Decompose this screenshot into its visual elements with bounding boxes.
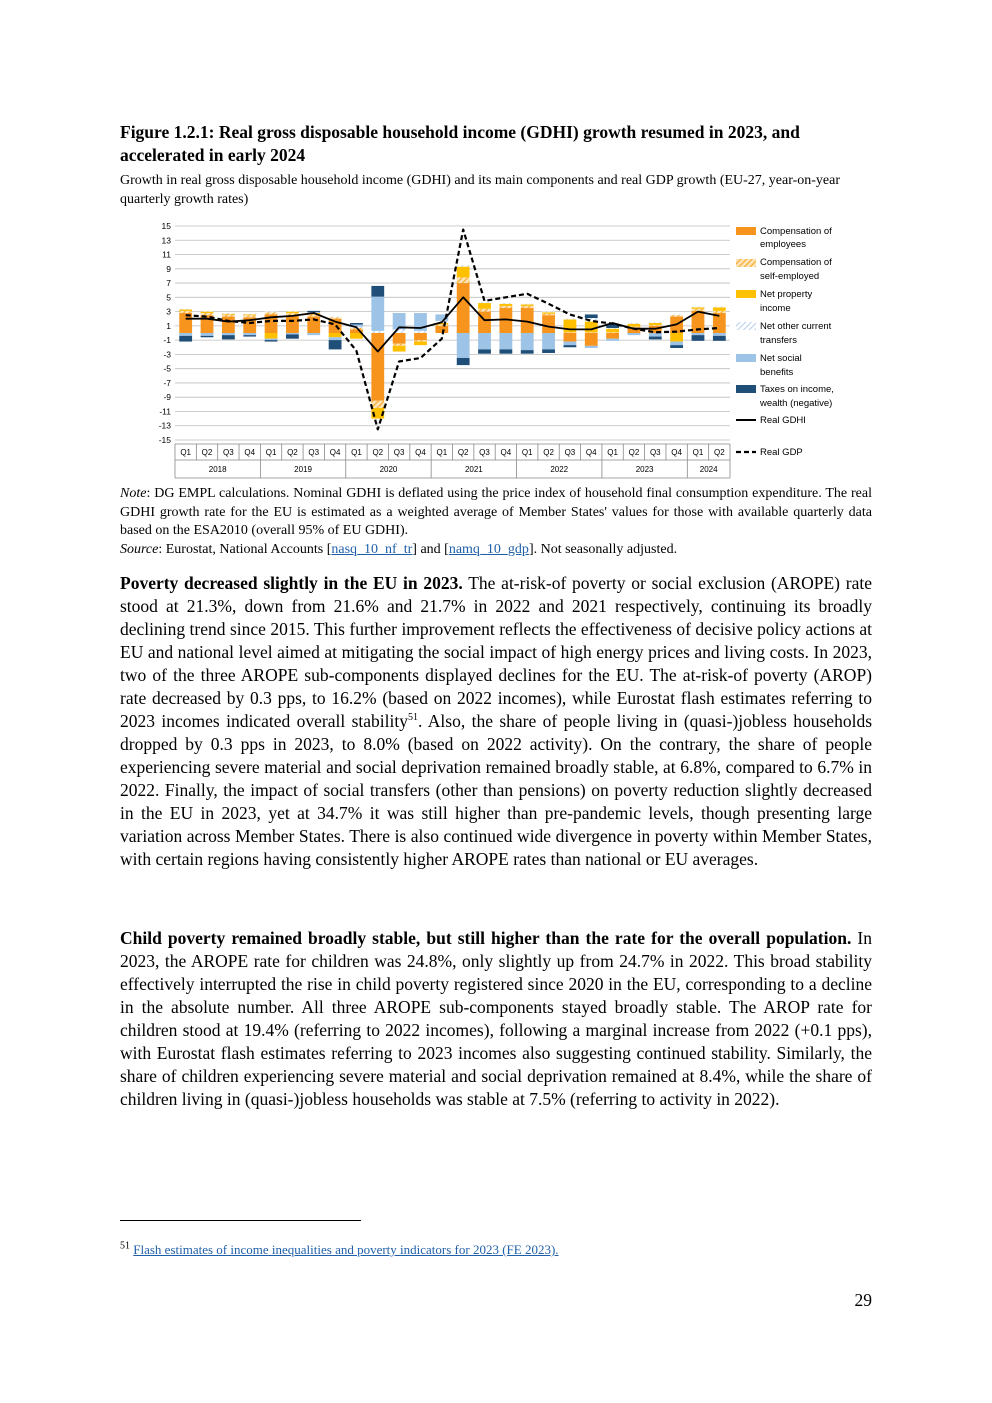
bar-compensation-of-self-employed [692,309,705,311]
y-tick-label: -7 [163,377,171,388]
legend-label: Taxes on income, [760,384,834,395]
bar-taxes-on-income-wealth-negative- [265,340,278,341]
bar-compensation-of-self-employed [179,311,192,313]
bar-net-social-benefits [628,333,641,335]
bar-net-other-current-transfers [499,303,512,304]
legend-label: income [760,303,791,314]
bar-net-social-benefits [286,333,299,334]
bar-net-social-benefits [307,333,320,335]
source-label: Source [120,542,159,558]
figure-note [120,485,872,560]
bar-net-social-benefits [478,333,491,349]
bar-compensation-of-self-employed [329,317,342,318]
bar-net-social-benefits [606,339,619,341]
bar-net-other-current-transfers [628,323,641,324]
bar-compensation-of-self-employed [414,340,427,341]
bar-net-social-benefits [692,333,705,335]
legend-label: Compensation of [760,257,832,268]
footnote [120,1241,872,1258]
bar-net-property-income [585,322,598,333]
x-tick-label: Q4 [585,448,597,457]
legend-swatch-taxes-on-income [736,385,756,393]
bar-net-other-current-transfers [329,317,342,318]
bar-taxes-on-income-wealth-negative- [222,335,235,339]
bar-net-property-income [670,333,683,342]
bar-net-property-income [521,304,534,305]
legend-label: Real GDHI [760,415,806,426]
bar-taxes-on-income-wealth-negative- [457,358,470,365]
legend-label: Net social [760,353,802,364]
x-year-label: 2021 [464,465,483,474]
x-tick-label: Q2 [287,448,298,457]
bar-net-property-income [499,304,512,306]
legend-label: self-employed [760,271,820,282]
legend-label: transfers [760,335,797,346]
bar-compensation-of-self-employed [606,332,619,333]
bar-net-other-current-transfers [542,312,555,313]
x-tick-label: Q2 [713,448,725,457]
bar-net-property-income [265,333,278,339]
x-tick-label: Q3 [393,448,405,457]
bar-compensation-of-self-employed [670,315,683,316]
bar-taxes-on-income-wealth-negative- [329,340,342,349]
figure-subtitle: Growth in real gross disposable household income (GDHI) and its main components and real GDP growth (EU-27, year-on-year quarterly growth rates) [120,173,841,207]
bar-net-social-benefits [329,337,342,340]
note-text: : DG EMPL calculations. Nominal GDHI is deflated using the price index of household final consumption expenditure. The real GDHI growth rate for the EU is estimated as a weighted average of Member States' values for those with available quarterly data based on the ESA2010 (overall 95% of EU GDHI). [120,486,872,539]
legend-swatch-net-other-current-transfers [736,322,756,330]
bar-taxes-on-income-wealth-negative- [286,334,299,338]
bar-net-property-income [457,267,470,278]
bar-net-other-current-transfers [457,265,470,266]
bar-compensation-of-employees [414,333,427,340]
bar-net-social-benefits [649,333,662,337]
x-tick-label: Q2 [457,448,469,457]
x-tick-label: Q4 [244,448,256,457]
y-tick-label: -3 [163,349,171,360]
bar-compensation-of-employees [393,333,406,344]
bar-net-property-income [542,312,555,313]
bar-net-other-current-transfers [243,314,256,315]
bar-net-property-income [414,342,427,346]
paragraph-text: The at-risk-of poverty or social exclusion (AROPE) rate stood at 21.3%, down from 21.6% and 21.7% in 2022 and 2021 respectively, continuing its broadly declining trend since 2015. This further improvement reflects the effectiveness of decisive policy actions at EU and national level aimed at mitigating the social impact of high energy prices and living costs. In 2023, two of the three AROPE sub-components displayed declines for the EU. The at-risk-of poverty (AROP) rate decreased by 0.3 pps, to 16.2% (based on 2022 incomes), while Eurostat flash estimates referring to 2023 incomes indicated overall stability [120,573,872,731]
bar-compensation-of-self-employed [713,311,726,313]
bar-compensation-of-employees [564,333,577,342]
legend-label: benefits [760,367,794,378]
bar-net-social-benefits [457,333,470,358]
footnote-ref[interactable]: 51 [407,712,418,724]
bar-net-social-benefits [499,333,512,349]
bar-compensation-of-employees [585,333,598,346]
bar-net-social-benefits [243,333,256,335]
bar-net-property-income [606,329,619,333]
source-text: : Eurostat, National Accounts [ [158,542,332,558]
legend-swatch-compensation-self-employed [736,259,756,267]
bar-net-social-benefits [713,333,726,336]
y-tick-label: 9 [166,263,171,274]
x-tick-label: Q1 [180,448,192,457]
bar-compensation-of-self-employed [222,314,235,316]
note-label: Note [120,486,147,501]
bar-net-property-income [692,307,705,308]
legend-label: Compensation of [760,226,832,237]
bar-net-property-income [350,333,363,339]
source-text: ]. Not seasonally adjusted. [528,542,678,558]
footnote-link[interactable]: Flash estimates of income inequalities and poverty indicators for 2023 (FE 2023). [133,1242,559,1257]
bar-net-property-income [649,323,662,325]
bar-net-social-benefits [585,346,598,348]
x-tick-label: Q2 [372,448,384,457]
bar-net-other-current-transfers [371,331,384,333]
bar-compensation-of-self-employed [243,315,256,317]
bar-taxes-on-income-wealth-negative- [564,345,577,347]
y-tick-label: -11 [159,406,171,417]
source-link-namq[interactable]: namq_10_gdp [448,542,529,558]
y-tick-label: -9 [163,392,171,403]
x-tick-label: Q1 [692,448,704,457]
page-number: 29 [854,1290,872,1310]
legend-label: wealth (negative) [760,398,833,409]
bar-taxes-on-income-wealth-negative- [521,350,534,354]
bar-compensation-of-self-employed [201,313,214,315]
bar-net-other-current-transfers [414,331,427,333]
bar-net-social-benefits [564,342,577,346]
footnote-rule [120,1220,361,1221]
bar-net-other-current-transfers [692,307,705,308]
y-tick-label: 1 [166,320,171,331]
legend-label: employees [760,239,806,250]
x-tick-label: Q1 [265,448,277,457]
gdhi-chart [140,220,860,482]
figure-title: Figure 1.2.1: Real gross disposable household income (GDHI) growth resumed in 2023, and accelerated in early 2024 [120,122,800,165]
bar-net-other-current-transfers [713,307,726,308]
bar-net-other-current-transfers [265,312,278,313]
legend-label: Real GDP [760,447,803,458]
y-tick-label: -13 [158,420,171,431]
paragraph-lead: Poverty decreased slightly in the EU in 2023. [120,573,463,593]
source-link-nasq[interactable]: nasq_10_nf_tr [331,542,413,558]
x-tick-label: Q4 [329,448,341,457]
bar-compensation-of-self-employed [393,344,406,346]
bar-net-social-benefits [670,342,683,346]
bar-net-property-income [179,309,192,310]
x-year-label: 2024 [699,465,718,474]
bar-taxes-on-income-wealth-negative- [201,336,214,337]
bar-compensation-of-self-employed [265,312,278,314]
bar-compensation-of-self-employed [499,306,512,308]
bar-net-property-income [478,303,491,309]
paragraph-child-poverty [120,927,872,1111]
bar-taxes-on-income-wealth-negative- [243,335,256,336]
x-year-label: 2022 [550,465,569,474]
y-tick-label: -1 [163,335,171,346]
y-tick-label: -5 [163,363,171,374]
x-tick-label: Q1 [351,448,362,457]
x-year-label: 2023 [635,465,654,474]
bar-taxes-on-income-wealth-negative- [179,336,192,342]
bar-compensation-of-self-employed [521,306,534,308]
bar-taxes-on-income-wealth-negative- [692,335,705,341]
x-tick-label: Q2 [628,448,640,457]
legend-swatch-compensation-employees [736,227,756,235]
bar-net-other-current-transfers [201,311,214,312]
bar-compensation-of-employees [435,326,448,333]
bar-taxes-on-income-wealth-negative- [350,323,363,324]
y-tick-label: 15 [161,221,171,231]
bar-compensation-of-self-employed [435,324,448,325]
bar-net-other-current-transfers [521,304,534,305]
x-tick-label: Q2 [543,448,554,457]
bar-compensation-of-self-employed [542,314,555,315]
bar-net-other-current-transfers [670,314,683,315]
bar-compensation-of-employees [542,315,555,333]
bar-net-social-benefits [265,339,278,340]
x-tick-label: Q3 [223,448,234,457]
bar-compensation-of-employees [713,313,726,333]
bar-net-property-income [329,333,342,337]
grid [175,226,730,440]
bar-net-social-benefits [521,333,534,350]
y-tick-label: 3 [166,306,171,317]
bar-compensation-of-self-employed [564,332,577,333]
bar-net-other-current-transfers [649,322,662,323]
x-year-label: 2020 [379,465,398,474]
bar-net-social-benefits [179,333,192,336]
legend-label: Net other current [760,321,832,332]
bar-net-social-benefits [201,333,214,336]
bar-net-other-current-transfers [179,309,192,310]
bar-compensation-of-employees [606,333,619,339]
paragraph-text: . Also, the share of people living in (quasi-)jobless households dropped by 0.3 pps in 2023, to 8.0% (based on 2022 activity). On the contrary, the share of people experiencing severe material and social deprivation remained broadly stable, at 6.8%, compared to 6.7% in 2022. Finally, the impact of social transfers (other than pensions) on poverty reduction slightly decreased in the EU in 2023, yet at 34.7% it was still higher than pre-pandemic levels, though presenting large variation across Member States. There is also continued wide divergence in poverty within Member States, with certain regions having consistently higher AROPE rates than national or EU averages. [120,711,873,869]
bar-compensation-of-self-employed [457,277,470,283]
bar-compensation-of-employees [371,333,384,401]
bar-compensation-of-self-employed [585,332,598,333]
bar-compensation-of-self-employed [371,401,384,408]
bar-net-property-income [201,312,214,313]
bar-taxes-on-income-wealth-negative- [670,345,683,348]
bar-net-property-income [243,314,256,315]
y-tick-label: 13 [161,235,171,246]
bar-taxes-on-income-wealth-negative- [499,349,512,353]
legend-swatch-net-social-benefits [736,354,756,362]
y-tick-label: 5 [166,292,171,303]
x-tick-label: Q3 [479,448,490,457]
bar-net-social-benefits [542,333,555,349]
x-tick-label: Q1 [436,448,448,457]
x-tick-label: Q4 [671,448,682,457]
paragraph-poverty [120,572,872,871]
bar-taxes-on-income-wealth-negative- [585,314,598,318]
bar-net-property-income [393,346,406,352]
y-tick-label: 7 [166,278,171,289]
legend-swatch-net-property-income [736,290,756,298]
bar-taxes-on-income-wealth-negative- [478,349,491,353]
bar-net-other-current-transfers [564,319,577,320]
bar-taxes-on-income-wealth-negative- [371,286,384,297]
bar-net-property-income [564,319,577,332]
bars [179,265,725,418]
y-tick-label: 11 [162,249,171,260]
footnote-number: 51 [120,1240,130,1252]
bar-net-property-income [628,324,641,327]
bar-net-social-benefits [222,333,235,335]
bar-compensation-of-employees [286,315,299,333]
bar-compensation-of-self-employed [478,309,491,312]
paragraph-lead: Child poverty remained broadly stable, but still higher than the rate for the overall population. [120,928,852,948]
bar-taxes-on-income-wealth-negative- [713,336,726,341]
x-tick-label: Q3 [308,448,320,457]
bar-net-property-income [286,312,299,313]
x-tick-label: Q2 [201,448,213,457]
bar-net-other-current-transfers [222,313,235,314]
y-tick-label: -15 [158,435,171,445]
bar-taxes-on-income-wealth-negative- [542,349,555,353]
x-year-label: 2018 [208,465,227,474]
x-tick-label: Q3 [649,448,661,457]
legend-label: Net property [760,289,813,300]
bar-net-other-current-transfers [286,311,299,312]
bar-net-other-current-transfers [606,328,619,329]
x-tick-label: Q3 [564,448,576,457]
bar-net-social-benefits [371,297,384,331]
x-year-label: 2019 [294,465,312,474]
bar-compensation-of-employees [222,317,235,333]
source-text: ] and [ [412,542,449,558]
bar-taxes-on-income-wealth-negative- [307,311,320,312]
bar-net-property-income [222,314,235,315]
axes [159,221,730,478]
bar-compensation-of-self-employed [649,325,662,326]
x-tick-label: Q1 [607,448,618,457]
x-tick-label: Q4 [415,448,426,457]
legend [736,226,834,458]
bar-taxes-on-income-wealth-negative- [649,337,662,340]
bar-net-other-current-transfers [478,302,491,303]
bar-compensation-of-employees [457,283,470,333]
x-tick-label: Q1 [521,448,533,457]
bar-net-property-income [713,307,726,311]
paragraph-text: In 2023, the AROPE rate for children was 24.8%, only slightly up from 24.7% in 2022. This broad stability effectively interrupted the rise in child poverty registered since 2020 in the EU, corresponding to a decline in the absolute number. All three AROPE sub-components stayed broadly stable. The AROP rate for children stood at 19.4% (referring to 2022 incomes), following a marginal increase from 2022 (+0.1 pps), with Eurostat flash estimates referring to 2023 incomes also suggesting continued stability. Similarly, the share of children experiencing severe material and social deprivation remained at 8.4%, while the share of children living in (quasi-)jobless households was stable at 7.5% (referring to activity in 2022). [120,928,872,1109]
x-tick-label: Q4 [500,448,512,457]
